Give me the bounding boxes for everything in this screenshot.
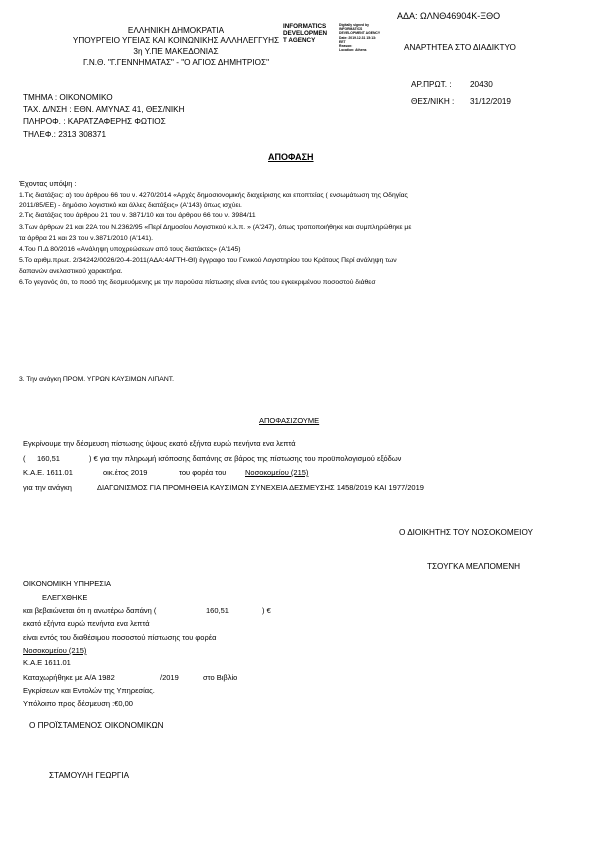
registration-book: στο Βιβλίο — [203, 673, 238, 682]
finance-checked: ΕΛΕΓΧΘΗΚΕ — [42, 593, 88, 602]
need-label: για την ανάγκη — [23, 483, 72, 492]
registration-number: Καταχωρήθηκε με Α/Α 1982 — [23, 673, 115, 682]
registration-book-name: Εγκρίσεων και Εντολών της Υπηρεσίας. — [23, 686, 155, 695]
decision-line-1: Εγκρίνουμε την δέσμευση πίστωσης ύψους εκατό εξήντα ευρώ πενήντα ενα λεπτά — [23, 439, 296, 448]
dept-line-4: ΤΗΛΕΦ.: 2313 308371 — [23, 130, 107, 139]
considering-line: τα άρθρα 21 και 23 του ν.3871/2010 (Α'141). — [19, 235, 154, 242]
dept-line-2: ΤΑΧ. Δ/ΝΣΗ : ΕΘΝ. ΑΜΥΝΑΣ 41, ΘΕΣ/ΝΙΚΗ — [23, 105, 185, 114]
finance-carrier: Νοσοκομείου (215) — [23, 646, 87, 655]
protocol-value: 20430 — [470, 80, 493, 89]
date-value: 31/12/2019 — [470, 97, 511, 106]
considering-line: 5.Το αριθμ.πρωτ. 2/34242/0026/20-4-2011(ΑΔΑ:4ΑΓΤΗ-ΘΙ) έγγραφο του Γενικού Λογιστηρίου του Κράτους Περί ανάληψη των — [19, 257, 397, 264]
remaining-balance: Υπόλοιπο προς δέσμευση :€0,00 — [23, 699, 133, 708]
amount-value: 160,51 — [37, 454, 60, 463]
considering-intro: Έχοντας υπόψη : — [19, 179, 77, 188]
org-line-3: 3η Υ.ΠΕ ΜΑΚΕΔΟΝΙΑΣ — [133, 47, 219, 56]
decision-line-2: ) € για την πληρωμή ισόποσης δαπάνης σε βάρος της πίστωσης του προϋπολογισμού εξόδων — [89, 454, 402, 463]
finance-service: ΟΙΚΟΝΟΜΙΚΗ ΥΠΗΡΕΣΙΑ — [23, 579, 112, 588]
document-title: ΑΠΟΦΑΣΗ — [268, 152, 314, 162]
considering-line: 6.Το γεγονός ότι, το ποσό της δεσμευόμενης με την παρούσα πίστωσης είναι εντός του εγκεκριμένου ποσοστού διάθεσ — [19, 279, 376, 286]
considering-line: 3.Των άρθρων 21 και 22Α του Ν.2362/95 «Περί Δημοσίου Λογιστικού κ.λ.π. » (Α'247), όπως τροποποιήθηκε και συμπληρώθηκε με — [19, 224, 412, 231]
considering-line: 2011/85/ΕΕ) - δημόσιο λογιστικό και άλλες διατάξεις» (Α'143) όπως ισχύει. — [19, 202, 242, 209]
finance-head-name: ΣΤΑΜΟΥΛΗ ΓΕΩΡΓΙΑ — [49, 771, 130, 780]
carrier-label: του φορέα του — [179, 468, 227, 477]
finance-currency: ) € — [262, 606, 271, 615]
org-line-1: ΕΛΛΗΝΙΚΗ ΔΗΜΟΚΡΑΤΙΑ — [127, 26, 225, 35]
dept-line-3: ΠΛΗΡΟΦ. : ΚΑΡΑΤΖΑΦΕΡΗΣ ΦΩΤΙΟΣ — [23, 117, 166, 126]
finance-line-2: εκατό εξήντα ευρώ πενήντα ενα λεπτά — [23, 619, 150, 628]
considering-line: δαπανών ανελαστικού χαρακτήρα. — [19, 268, 123, 275]
signature-stamp-title: INFORMATICS DEVELOPMEN T AGENCY — [283, 23, 328, 45]
amount-open-paren: ( — [23, 454, 26, 463]
date-label: ΘΕΣ/ΝΙΚΗ : — [411, 97, 455, 106]
director-name: ΤΣΟΥΓΚΑ ΜΕΛΠΟΜΕΝΗ — [427, 562, 521, 571]
finance-kae: Κ.Α.Ε 1611.01 — [23, 658, 71, 667]
finance-line-3: είναι εντός του διαθέσιμου ποσοστού πίστωσης του φορέα — [23, 633, 217, 642]
considering-line: 1.Τις διατάξεις: α) του άρθρου 66 του ν. 4270/2014 «Αρχές δημοσιονομικής διαχείρισης και εποπτείας ( ενσωμάτωση της Οδηγίας — [19, 192, 408, 199]
ada-number: ΑΔΑ: ΩΛΝΘ46904Κ-ΞΘΟ — [397, 11, 501, 21]
fiscal-year: οικ.έτος 2019 — [103, 468, 148, 477]
decision-heading: ΑΠΟΦΑΣΙΖΟΥΜΕ — [259, 416, 320, 425]
signature-stamp-details: Digitally signed by INFORMATICS DEVELOPMENT AGENCY Date: 2019.12.31 15:13: EET Reason: Location: Athens — [339, 23, 381, 53]
finance-head-title: Ο ΠΡΟΪΣΤΑΜΕΝΟΣ ΟΙΚΟΝΟΜΙΚΩΝ — [29, 721, 164, 730]
need-value: ΔΙΑΓΩΝΙΣΜΟΣ ΓΙΑ ΠΡΟΜΗΘΕΙΑ ΚΑΥΣΙΜΩΝ ΣΥΝΕΧΕΙΑ ΔΕΣΜΕΥΣΗΣ 1458/2019 ΚΑΙ 1977/2019 — [97, 483, 424, 492]
finance-line-1: και βεβαιώνεται ότι η ανωτέρω δαπάνη ( — [23, 606, 157, 615]
protocol-label: ΑΡ.ΠΡΩΤ. : — [411, 80, 452, 89]
director-title: Ο ΔΙΟΙΚΗΤΗΣ ΤΟΥ ΝΟΣΟΚΟΜΕΙΟΥ — [399, 528, 534, 537]
need-line: 3. Την ανάγκη ΠΡΟΜ. ΥΓΡΩΝ ΚΑΥΣΙΜΩΝ ΛΙΠΑΝΤ. — [19, 376, 175, 383]
carrier-value: Νοσοκομείου (215) — [245, 468, 309, 477]
dept-line-1: ΤΜΗΜΑ : ΟΙΚΟΝΟΜΙΚΟ — [23, 93, 113, 102]
posting-note: ΑΝΑΡΤΗΤΕΑ ΣΤΟ ΔΙΑΔΙΚΤΥΟ — [404, 43, 516, 52]
org-line-4: Γ.Ν.Θ. "Γ.ΓΕΝΝΗΜΑΤΑΣ" - "Ο ΑΓΙΟΣ ΔΗΜΗΤΡΙΟΣ" — [82, 58, 270, 67]
considering-line: 4.Του Π.Δ 80/2016 «Ανάληψη υποχρεώσεων από τους διατάκτες» (Α'145) — [19, 246, 241, 253]
finance-amount: 160,51 — [206, 606, 229, 615]
signature-stamp — [283, 23, 395, 53]
org-line-2: ΥΠΟΥΡΓΕΙΟ ΥΓΕΙΑΣ ΚΑΙ ΚΟΙΝΩΝΙΚΗΣ ΑΛΛΗΛΕΓΓΥΗΣ — [72, 36, 280, 45]
kae-label: Κ.Α.Ε. 1611.01 — [23, 468, 73, 477]
considering-line: 2.Τις διατάξεις του άρθρου 21 του ν. 3871/10 και του άρθρου 66 του ν. 3984/11 — [19, 212, 256, 219]
registration-year: /2019 — [160, 673, 179, 682]
